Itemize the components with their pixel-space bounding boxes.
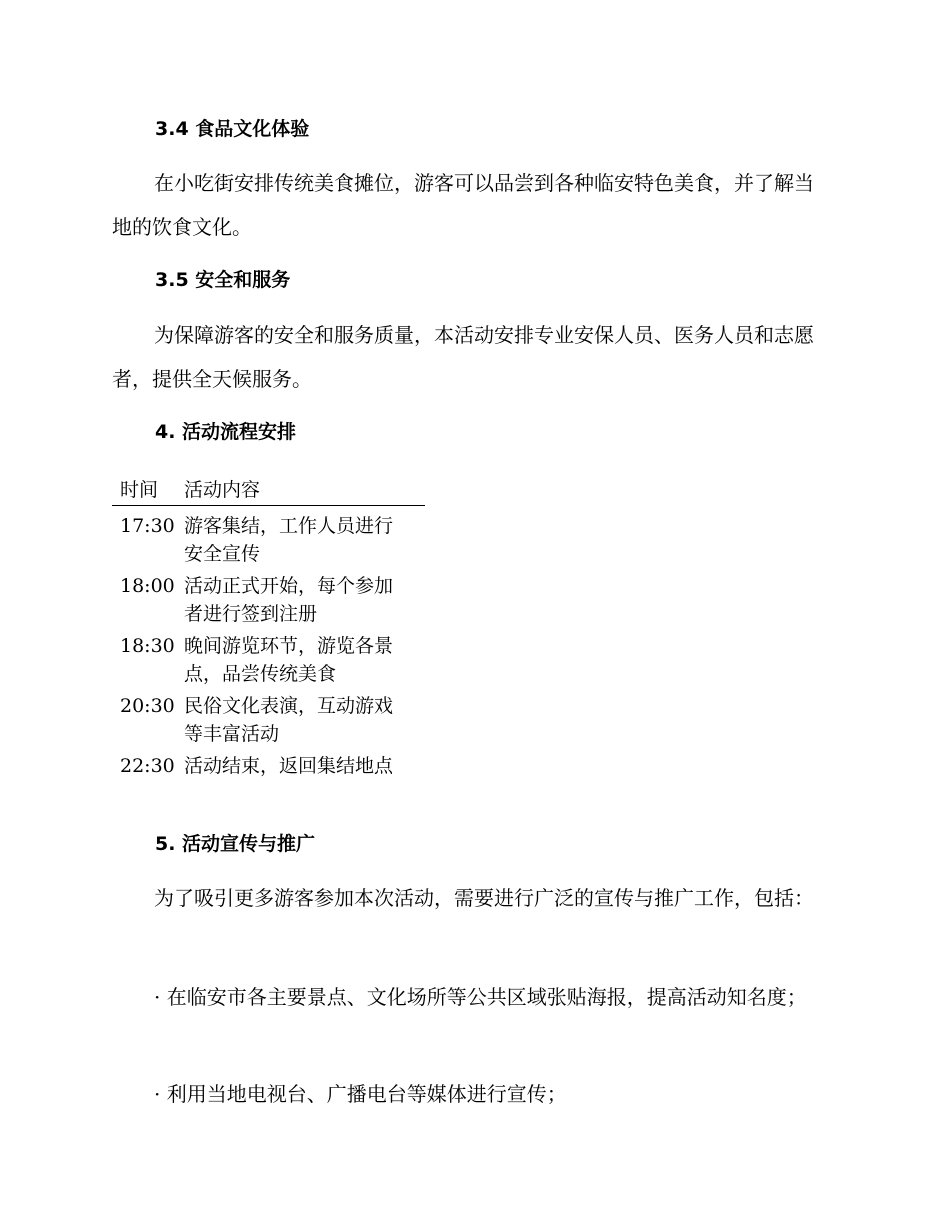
section-heading-4: 4. 活动流程安排 xyxy=(155,421,297,443)
table-cell-content: 活动结束，返回集结地点 xyxy=(184,755,394,777)
table-cell-content: 游客集结，工作人员进行安全宣传 xyxy=(184,515,394,565)
bullet-item: · 在临安市各主要景点、文化场所等公共区域张贴海报，提高活动知名度； xyxy=(154,985,807,1009)
section-text-5: 为了吸引更多游客参加本次活动，需要进行广泛的宣传与推广工作，包括： xyxy=(154,886,814,910)
table-header-content: 活动内容 xyxy=(184,479,261,501)
table-row xyxy=(112,692,425,748)
table-cell-time: 18:00 xyxy=(120,575,175,597)
table-row xyxy=(112,512,425,568)
section-heading-3-4: 3.4 食品文化体验 xyxy=(155,118,310,140)
table-cell-content: 晚间游览环节，游览各景点，品尝传统美食 xyxy=(184,635,394,685)
bullet-item: · 利用当地电视台、广播电台等媒体进行宣传； xyxy=(154,1082,567,1106)
table-header-row xyxy=(112,474,425,506)
table-cell-time: 20:30 xyxy=(120,695,175,717)
section-text-3-5: 为保障游客的安全和服务质量，本活动安排专业安保人员、医务人员和志愿者，提供全天候服务。 xyxy=(112,323,814,391)
section-heading-5: 5. 活动宣传与推广 xyxy=(155,833,316,855)
table-cell-content: 民俗文化表演，互动游戏等丰富活动 xyxy=(184,695,394,745)
table-cell-content: 活动正式开始，每个参加者进行签到注册 xyxy=(184,575,394,625)
table-body xyxy=(112,506,425,780)
table-header-time: 时间 xyxy=(120,479,159,501)
table-row xyxy=(112,572,425,628)
section-heading-3-5: 3.5 安全和服务 xyxy=(155,269,291,291)
schedule-table xyxy=(112,474,425,780)
table-row xyxy=(112,752,425,780)
table-cell-time: 22:30 xyxy=(120,755,175,777)
table-row xyxy=(112,632,425,688)
table-cell-time: 18:30 xyxy=(120,635,175,657)
section-text-3-4: 在小吃街安排传统美食摊位，游客可以品尝到各种临安特色美食，并了解当地的饮食文化。 xyxy=(112,171,814,239)
table-cell-time: 17:30 xyxy=(120,515,175,537)
